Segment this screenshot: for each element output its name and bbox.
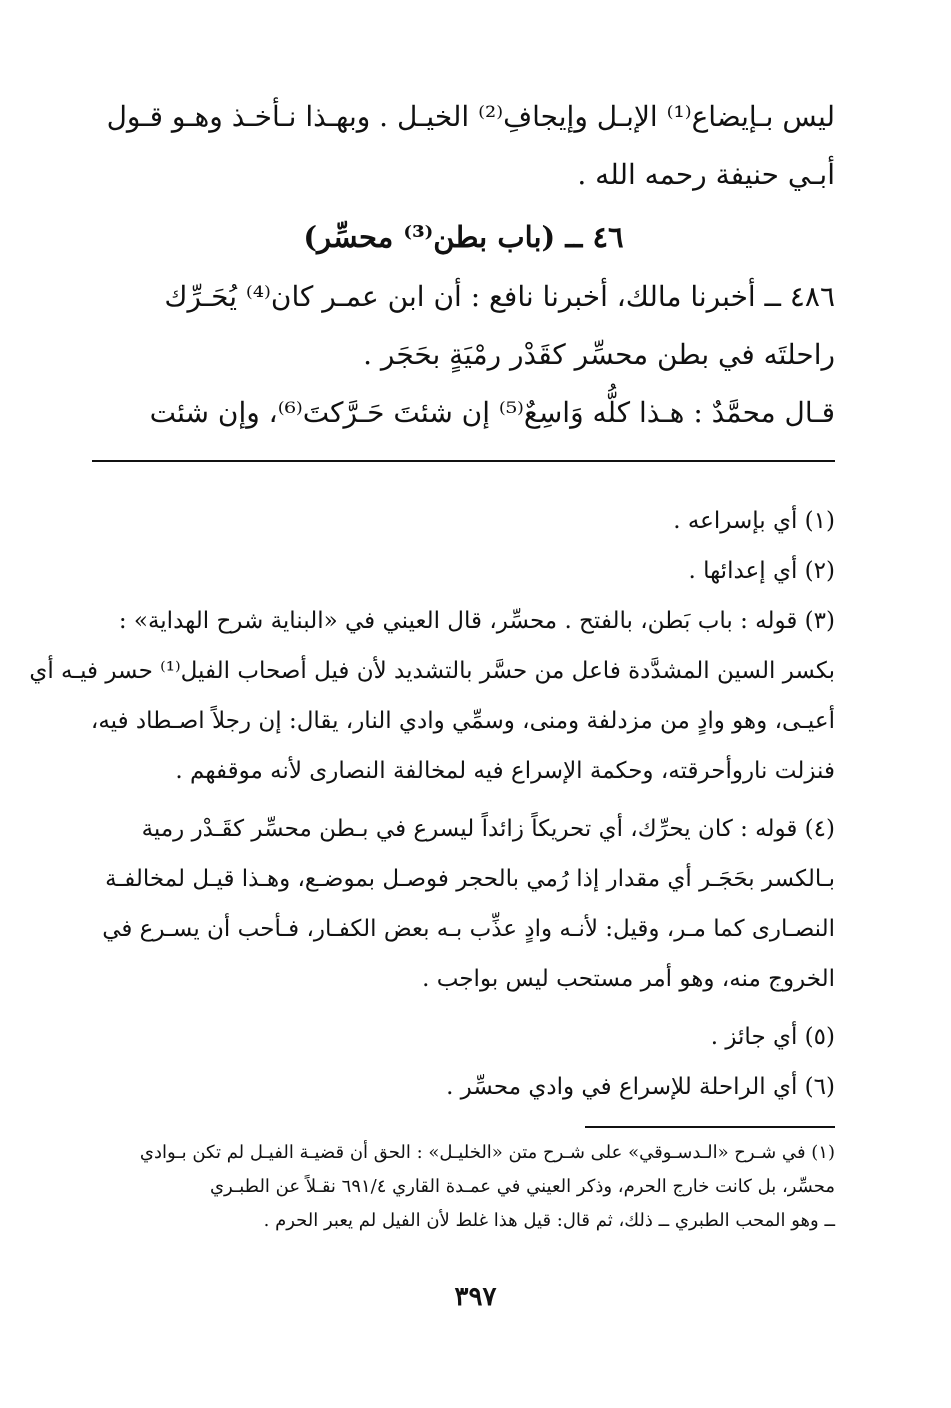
footnote-line: (١) أي بإسراعه . (673, 508, 835, 534)
footnote-line: (٤) قوله : كان يحرِّك، أي تحريكاً زائداً ليسرع في بـطن محسِّر كقَـدْر رمية (141, 816, 835, 842)
page-number: ٣٩٧ (454, 1282, 497, 1312)
footnote-line: بكسر السين المشدَّدة فاعل من حسَّر بالتشديد لأن فيل أصحاب الفيل⁽¹⁾ حسر فيـه أي (29, 658, 835, 684)
hadith-line: راحلتَه في بطن محسِّر كقَدْر رمْيَةٍ بحَجَر . (363, 338, 835, 371)
footnote-line: (٢) أي إعدائها . (688, 558, 835, 584)
main-text-line: ليس بـإيضاع⁽¹⁾ الإبـل وإيجافِ⁽²⁾ الخيـل . وبهـذا نـأخـذ وهـو قـول (106, 100, 835, 133)
footnote-5 (92, 1012, 835, 1062)
footnote-line: فنزلت ناروأحرقته، وحكمة الإسراع فيه لمخالفة النصارى لأنه موقفهم . (175, 758, 835, 784)
section-heading: ٤٦ ــ (باب بطن⁽³⁾ محسِّر) (303, 220, 624, 254)
footnote-separator (92, 460, 835, 462)
footnote-line: (٣) قوله : باب بَطن، بالفتح . محسِّر، قال العيني في «البناية شرح الهداية» : (118, 608, 835, 634)
footnote-line: (٥) أي جائز . (710, 1024, 835, 1050)
sub-footnote-line: محسِّر، بل كانت خارج الحرم، وذكر العيني في عمـدة القاري ٦٩١/٤ نقـلاً عن الطبـري (209, 1176, 835, 1197)
sub-footnote-line: (١) في شـرح «الـدسـوقي» على شـرح متن «الخليـل» : الحق أن قضيـة الفيـل لم تكن بـوادي (139, 1142, 835, 1163)
footnote-2 (92, 546, 835, 596)
footnote-line: أعيـى، وهو وادٍ من مزدلفة ومنى، وسمِّي وادي النار، يقال: إن رجلاً اصـطاد فيه، (90, 708, 835, 734)
main-text-line: أبـي حنيفة رحمه الله . (577, 158, 835, 191)
footnote-line: الخروج منه، وهو أمر مستحب ليس بواجب . (422, 966, 835, 992)
footnote-1 (92, 496, 835, 546)
sub-footnote (92, 1136, 835, 1238)
footnote-3 (29, 596, 835, 796)
hadith-line: ٤٨٦ ــ أخبرنا مالك، أخبرنا نافع : أن ابن عمـر كان⁽⁴⁾ يُحَـرِّك (164, 280, 835, 313)
main-text (92, 88, 835, 204)
footnote-line: بـالكسر بحَجَـر أي مقدار إذا رُمي بالحجر فوصـل بموضـع، وهـذا قيـل لمخالفـة (105, 866, 835, 892)
footnote-spacer (92, 796, 835, 804)
hadith-text (92, 268, 835, 442)
sub-footnote-line: ــ وهو المحب الطبري ــ ذلك، ثم قال: قيل هذا غلط لأن الفيل لم يعبر الحرم . (263, 1210, 835, 1231)
footnote-line: (٦) أي الراحلة للإسراع في وادي محسِّر . (446, 1074, 835, 1100)
footnote-line: النصـارى كما مـر، وقيل: لأنـه وادٍ عذِّب بـه بعض الكفـار، فـأحب أن يسـرع في (102, 916, 835, 942)
footnote-spacer (92, 1004, 835, 1012)
subnote-separator (585, 1126, 835, 1128)
footnote-4 (92, 804, 835, 1004)
footnote-6 (92, 1062, 835, 1112)
footnotes (29, 496, 835, 1112)
hadith-line: قـال محمَّدٌ : هـذا كلُّه وَاسِعٌ⁽⁵⁾ إن شئتَ حَـرَّكتَ⁽⁶⁾، وإن شئت (149, 396, 835, 429)
